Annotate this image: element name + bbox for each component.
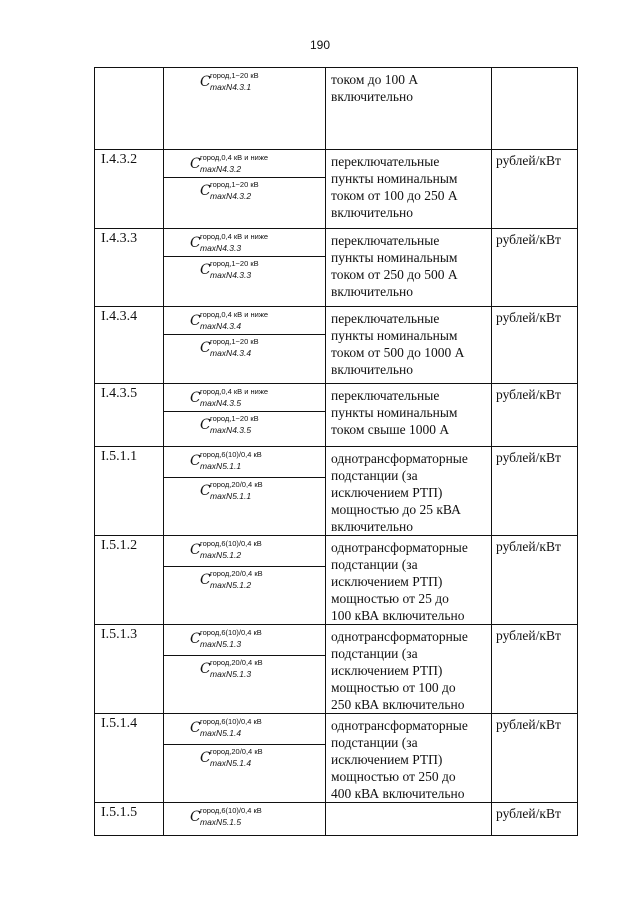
description-line: током от 500 до 1000 А <box>331 345 465 360</box>
sub-row-divider <box>164 256 325 257</box>
description-line: мощностью от 250 до <box>331 769 456 784</box>
rate-symbol-cell <box>164 625 326 714</box>
description-line: исключением РТП) <box>331 574 443 589</box>
rate-symbol-superscript: город,6(10)/0,4 кВ <box>200 717 262 726</box>
item-code: I.5.1.3 <box>95 625 164 714</box>
table-row <box>95 447 578 536</box>
description-line: однотрансформаторные <box>331 718 468 733</box>
item-code: I.4.3.3 <box>95 229 164 307</box>
description-line: мощностью до 25 кВА <box>331 502 461 517</box>
description-line: 250 кВА включительно <box>331 697 465 712</box>
item-description <box>326 714 492 803</box>
description-line: током от 100 до 250 А <box>331 188 458 203</box>
rate-symbol-letter: C <box>200 750 211 766</box>
description-line: переключательные <box>331 311 440 326</box>
description-line: 100 кВА включительно <box>331 608 465 623</box>
rate-symbol-superscript: город,6(10)/0,4 кВ <box>200 628 262 637</box>
table-row <box>95 150 578 229</box>
tariff-table-body <box>95 68 578 836</box>
rate-symbol-subscript: maxN5.1.4 <box>200 728 242 738</box>
description-line: током от 250 до 500 А <box>331 267 458 282</box>
rate-symbol-subscript: maxN4.3.2 <box>210 191 252 201</box>
unit-of-measure: рублей/кВт <box>492 229 578 307</box>
description-line: подстанции (за <box>331 735 418 750</box>
description-line: током до 100 А <box>331 72 419 87</box>
rate-symbol-letter: C <box>200 262 211 278</box>
rate-symbol-subscript: maxN4.3.1 <box>210 82 252 92</box>
item-description <box>326 68 492 150</box>
description-line: включительно <box>331 205 414 220</box>
rate-symbol-letter: C <box>200 183 211 199</box>
rate-symbol-cell <box>164 447 326 536</box>
description-line: пункты номинальным <box>331 250 458 265</box>
rate-symbol-letter: C <box>190 390 201 406</box>
description-line: исключением РТП) <box>331 485 443 500</box>
sub-row-divider <box>164 744 325 745</box>
description-line: переключательные <box>331 154 440 169</box>
rate-symbol-cell <box>164 307 326 384</box>
item-description <box>326 307 492 384</box>
description-line: 400 кВА включительно <box>331 786 465 801</box>
rate-symbol-letter: C <box>190 453 201 469</box>
unit-of-measure: рублей/кВт <box>492 536 578 625</box>
rate-symbol-cell <box>164 68 326 150</box>
rate-symbol-superscript: город,1−20 кВ <box>210 337 259 346</box>
rate-symbol-subscript: maxN5.1.4 <box>210 758 252 768</box>
description-line: пункты номинальным <box>331 171 458 186</box>
rate-symbol-superscript: город,1−20 кВ <box>210 71 259 80</box>
unit-of-measure: рублей/кВт <box>492 714 578 803</box>
rate-symbol-superscript: город,0,4 кВ и ниже <box>200 232 269 241</box>
rate-symbol-letter: C <box>200 661 211 677</box>
table-row <box>95 229 578 307</box>
tariff-table <box>94 67 578 836</box>
item-description <box>326 384 492 447</box>
rate-symbol-subscript: maxN5.1.2 <box>200 550 242 560</box>
unit-of-measure: рублей/кВт <box>492 384 578 447</box>
rate-symbol-subscript: maxN4.3.5 <box>200 398 242 408</box>
item-description <box>326 447 492 536</box>
rate-symbol-superscript: город,1−20 кВ <box>210 180 259 189</box>
rate-symbol-cell <box>164 150 326 229</box>
table-row <box>95 68 578 150</box>
unit-of-measure: рублей/кВт <box>492 307 578 384</box>
rate-symbol-subscript: maxN5.1.3 <box>200 639 242 649</box>
rate-symbol-subscript: maxN5.1.1 <box>210 491 252 501</box>
description-line: однотрансформаторные <box>331 540 468 555</box>
item-description <box>326 536 492 625</box>
rate-symbol-superscript: город,1−20 кВ <box>210 414 259 423</box>
description-line: мощностью от 100 до <box>331 680 456 695</box>
item-code: I.5.1.1 <box>95 447 164 536</box>
rate-symbol-superscript: город,6(10)/0,4 кВ <box>200 450 262 459</box>
sub-row-divider <box>164 655 325 656</box>
description-line: исключением РТП) <box>331 752 443 767</box>
item-description <box>326 150 492 229</box>
description-line: включительно <box>331 89 414 104</box>
table-row <box>95 714 578 803</box>
rate-symbol-subscript: maxN5.1.1 <box>200 461 242 471</box>
rate-symbol-subscript: maxN4.3.2 <box>200 164 242 174</box>
description-line: включительно <box>331 362 414 377</box>
rate-symbol-subscript: maxN5.1.2 <box>210 580 252 590</box>
rate-symbol-cell <box>164 229 326 307</box>
rate-symbol-superscript: город,6(10)/0,4 кВ <box>200 539 262 548</box>
rate-symbol-letter: C <box>190 156 201 172</box>
sub-row-divider <box>164 477 325 478</box>
rate-symbol-cell <box>164 536 326 625</box>
table-row <box>95 625 578 714</box>
sub-row-divider <box>164 177 325 178</box>
sub-row-divider <box>164 566 325 567</box>
rate-symbol-subscript: maxN4.3.4 <box>210 348 252 358</box>
rate-symbol-letter: C <box>190 542 201 558</box>
page-number: 190 <box>309 38 331 52</box>
item-code: I.5.1.2 <box>95 536 164 625</box>
unit-of-measure: рублей/кВт <box>492 625 578 714</box>
rate-symbol-subscript: maxN4.3.4 <box>200 321 242 331</box>
description-line: подстанции (за <box>331 468 418 483</box>
item-description <box>326 803 492 836</box>
table-row <box>95 384 578 447</box>
rate-symbol-cell <box>164 714 326 803</box>
rate-symbol-letter: C <box>200 74 211 90</box>
sub-row-divider <box>164 411 325 412</box>
rate-symbol-superscript: город,20/0,4 кВ <box>210 569 263 578</box>
rate-symbol-superscript: город,0,4 кВ и ниже <box>200 310 269 319</box>
rate-symbol-superscript: город,6(10)/0,4 кВ <box>200 806 262 815</box>
rate-symbol-subscript: maxN5.1.3 <box>210 669 252 679</box>
description-line: исключением РТП) <box>331 663 443 678</box>
item-description <box>326 625 492 714</box>
table-row <box>95 803 578 836</box>
rate-symbol-letter: C <box>190 631 201 647</box>
rate-symbol-cell <box>164 803 326 836</box>
description-line: однотрансформаторные <box>331 451 468 466</box>
rate-symbol-letter: C <box>200 417 211 433</box>
rate-symbol-cell <box>164 384 326 447</box>
item-code: I.4.3.2 <box>95 150 164 229</box>
rate-symbol-superscript: город,0,4 кВ и ниже <box>200 387 269 396</box>
rate-symbol-letter: C <box>190 809 201 825</box>
description-line: включительно <box>331 284 414 299</box>
rate-symbol-superscript: город,1−20 кВ <box>210 259 259 268</box>
rate-symbol-letter: C <box>200 572 211 588</box>
rate-symbol-letter: C <box>190 235 201 251</box>
description-line: однотрансформаторные <box>331 629 468 644</box>
description-line: пункты номинальным <box>331 405 458 420</box>
item-code: I.4.3.4 <box>95 307 164 384</box>
sub-row-divider <box>164 334 325 335</box>
description-line: мощностью от 25 до <box>331 591 449 606</box>
description-line: переключательные <box>331 388 440 403</box>
rate-symbol-subscript: maxN4.3.3 <box>210 270 252 280</box>
rate-symbol-subscript: maxN4.3.3 <box>200 243 242 253</box>
rate-symbol-subscript: maxN5.1.5 <box>200 817 242 827</box>
description-line: током свыше 1000 А <box>331 422 450 437</box>
table-row <box>95 307 578 384</box>
item-description <box>326 229 492 307</box>
item-code: I.5.1.5 <box>95 803 164 836</box>
rate-symbol-superscript: город,0,4 кВ и ниже <box>200 153 269 162</box>
description-line: переключательные <box>331 233 440 248</box>
unit-of-measure: рублей/кВт <box>492 803 578 836</box>
rate-symbol-letter: C <box>200 483 211 499</box>
item-code: I.5.1.4 <box>95 714 164 803</box>
item-code: I.4.3.5 <box>95 384 164 447</box>
description-line: пункты номинальным <box>331 328 458 343</box>
rate-symbol-letter: C <box>200 340 211 356</box>
unit-of-measure <box>492 68 578 150</box>
description-line: подстанции (за <box>331 646 418 661</box>
rate-symbol-superscript: город,20/0,4 кВ <box>210 747 263 756</box>
description-line: подстанции (за <box>331 557 418 572</box>
item-code <box>95 68 164 150</box>
table-row <box>95 536 578 625</box>
description-line: включительно <box>331 519 414 534</box>
rate-symbol-superscript: город,20/0,4 кВ <box>210 480 263 489</box>
rate-symbol-letter: C <box>190 313 201 329</box>
unit-of-measure: рублей/кВт <box>492 150 578 229</box>
unit-of-measure: рублей/кВт <box>492 447 578 536</box>
rate-symbol-subscript: maxN4.3.5 <box>210 425 252 435</box>
rate-symbol-superscript: город,20/0,4 кВ <box>210 658 263 667</box>
rate-symbol-letter: C <box>190 720 201 736</box>
